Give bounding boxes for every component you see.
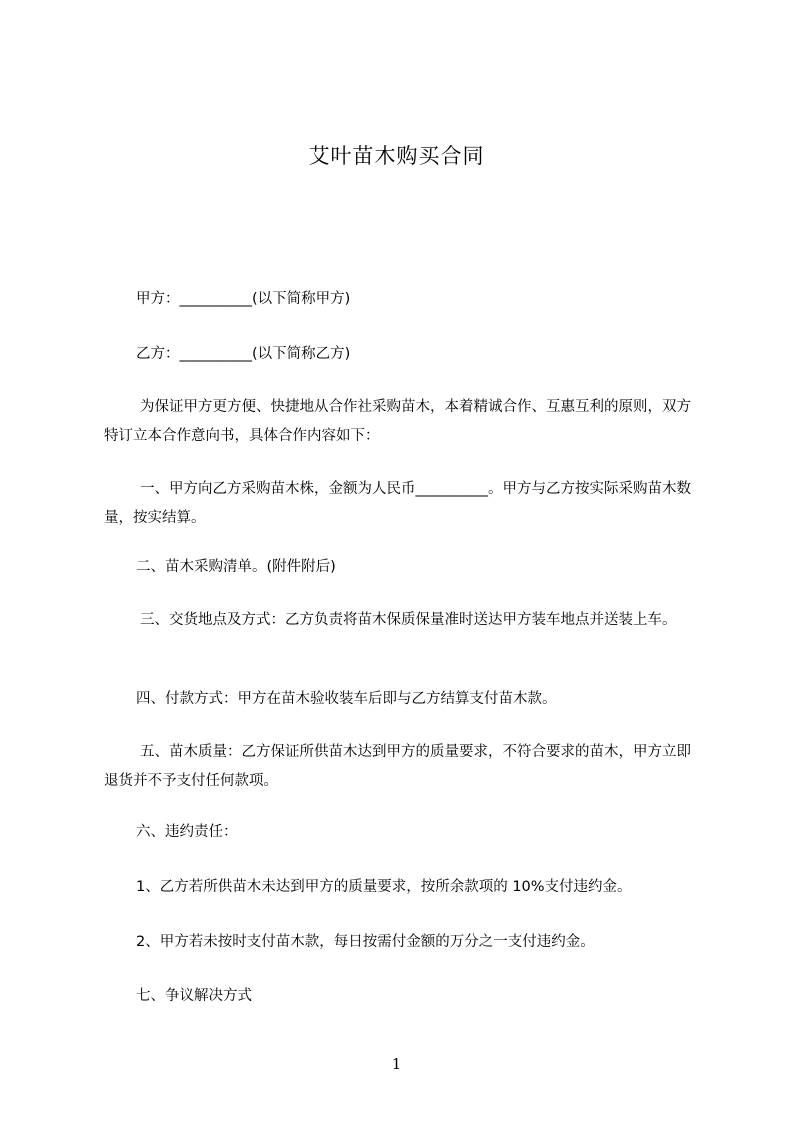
clause-6-item-2: 2、甲方若未按时支付苗木款，每日按需付金额的万分之一支付违约金。 bbox=[136, 934, 595, 950]
party-b-line: 乙方：__________(以下简称乙方) bbox=[136, 346, 351, 362]
clause-1-paragraph: 一、甲方向乙方采购苗木株，金额为人民币__________。甲方与乙方按实际采购苗木数量，按实结算。 bbox=[104, 481, 691, 526]
page-number: 1 bbox=[391, 1055, 402, 1073]
clause-4-paragraph: 四、付款方式：甲方在苗木验收装车后即与乙方结算支付苗木款。 bbox=[136, 691, 557, 707]
document-title: 艾叶苗木购买合同 bbox=[308, 144, 485, 168]
clause-7-heading: 七、争议解决方式 bbox=[136, 988, 252, 1004]
clause-5-paragraph: 五、苗木质量：乙方保证所供苗木达到甲方的质量要求，不符合要求的苗木，甲方立即退货并不予支付任何款项。 bbox=[104, 744, 691, 789]
preamble-paragraph: 为保证甲方更方便、快捷地从合作社采购苗木，本着精诚合作、互惠互利的原则，双方特订立本合作意向书，具体合作内容如下： bbox=[104, 399, 691, 444]
clause-2-paragraph: 二、苗木采购清单。(附件附后) bbox=[136, 559, 336, 575]
clause-6-item-1: 1、乙方若所供苗木未达到甲方的质量要求，按所余款项的 10%支付违约金。 bbox=[136, 879, 632, 895]
clause-6-heading: 六、违约责任： bbox=[136, 824, 238, 840]
clause-3-paragraph: 三、交货地点及方式：乙方负责将苗木保质保量准时送达甲方装车地点并送装上车。 bbox=[140, 612, 677, 628]
party-a-line: 甲方：__________(以下简称甲方) bbox=[136, 291, 351, 307]
